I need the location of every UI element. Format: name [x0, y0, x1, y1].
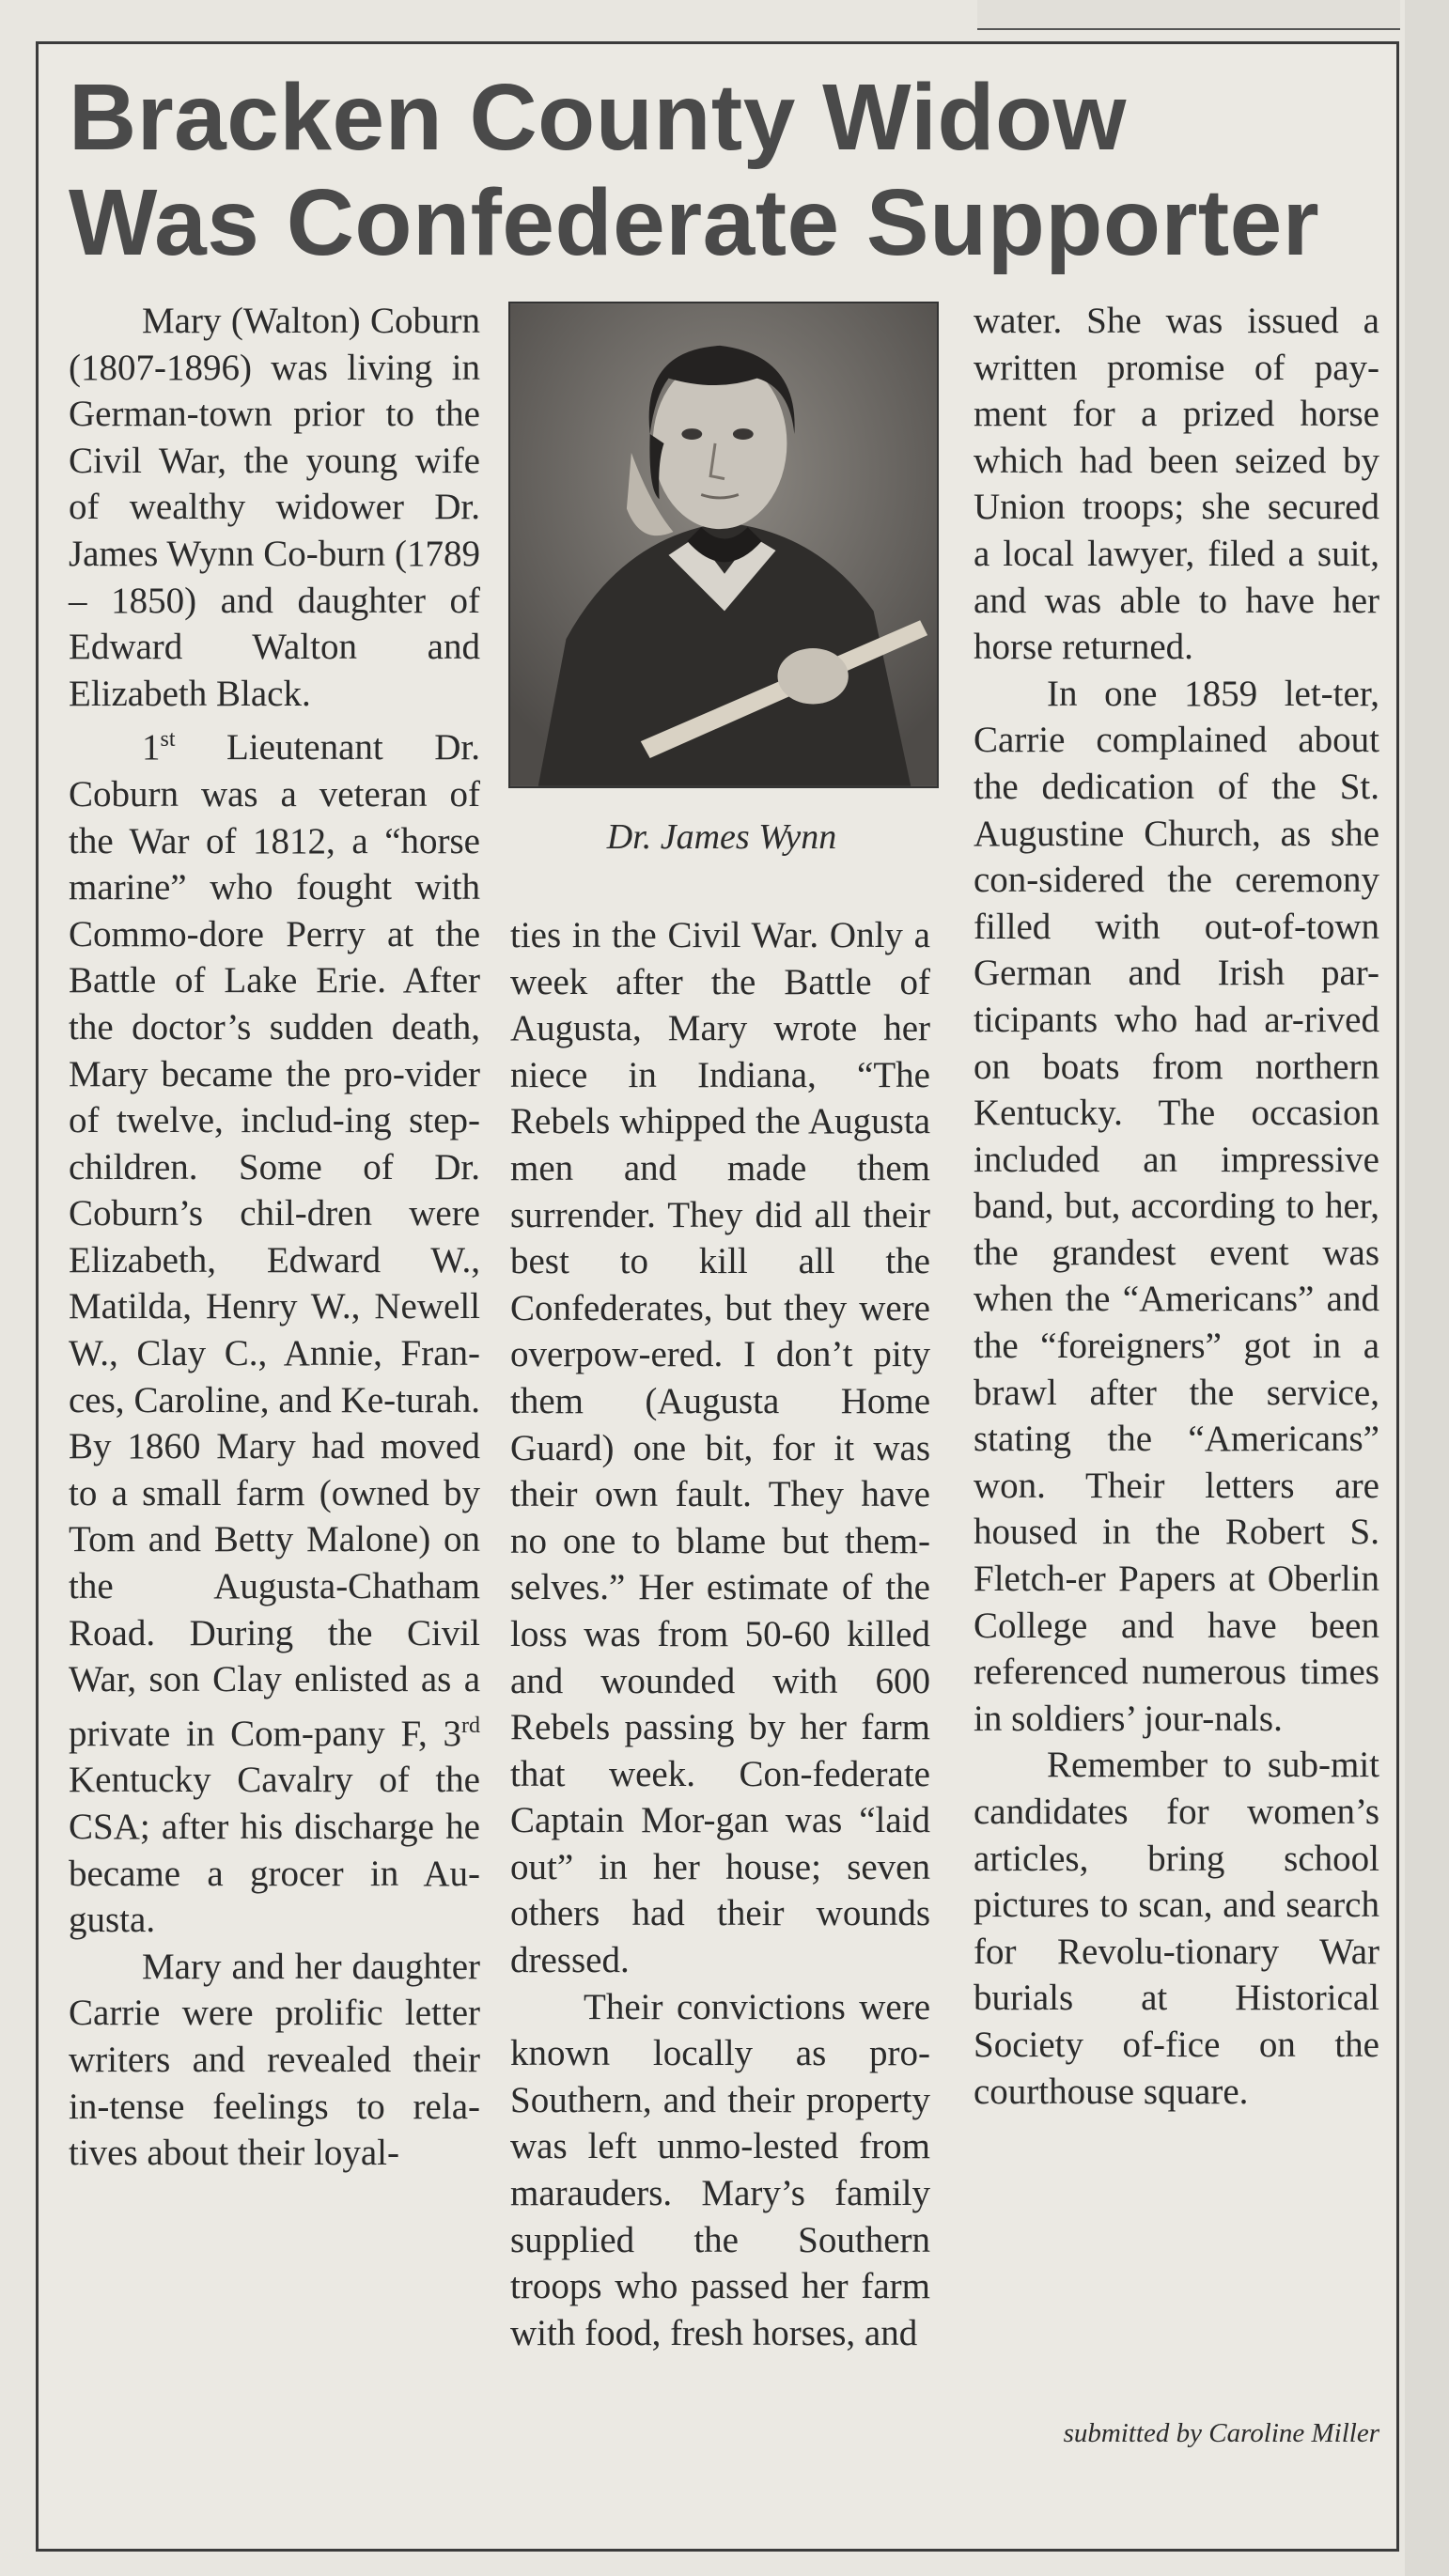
paragraph: Mary and her daughter Carrie were prolific letter writers and revealed their in-tense feelings to rela-tives about their loyal- [69, 1946, 480, 2174]
paragraph: In one 1859 let-ter, Carrie complained about the dedication of the St. Augustine Church, as she con-sidered the ceremony filled with out-of-town German and Irish par-ticipants who had ar-rived on boats from northern Kentucky. The occasion included an impressive band, but, according to her, the grandest event was when the “Americans” and the “foreigners” got in a brawl after the service, stating the “Americans” won. Their letters are housed in the Robert S. Fletch-er Papers at Oberlin College and have been referenced numerous times in soldiers’ jour-nals. [974, 673, 1379, 1739]
paragraph: Mary (Walton) Coburn (1807-1896) was living in German-town prior to the Civil War, the young wife of wealthy widower Dr. James Wynn Co-burn (1789 – 1850) and daughter of Edward Walton and Elizabeth Black. [69, 301, 480, 714]
portrait-image [510, 303, 937, 786]
column-1 [69, 298, 480, 2177]
adjacent-article-edge [977, 0, 1400, 30]
photo-caption: Dr. James Wynn [606, 817, 837, 857]
paragraph: 1st Lieutenant Dr. Coburn was a veteran of the War of 1812, a “horse marine” who fought with Commo-dore Perry at the Battle of Lake Erie. After the doctor’s sudden death, Mary became the pro-vider of twelve, includ-ing step-children. Some of Dr. Coburn’s chil-dren were Elizabeth, Edward W., Matilda, Henry W., Newell W., Clay C., Annie, Fran-ces, Caroline, and Ke-turah. By 1860 Mary had moved to a small farm (owned by Tom and Betty Malone) on the Augusta-Chatham Road. During the Civil War, son Clay enlisted as a private in Com-pany F, 3rd Kentucky Cavalry of the CSA; after his discharge he became a grocer in Au-gusta. [69, 727, 480, 1941]
headline-line-1: Bracken County Widow [69, 65, 1127, 170]
column-3 [974, 298, 1379, 2115]
column-2 [510, 912, 930, 2356]
adjacent-page-edge [1405, 0, 1449, 2576]
paragraph: ties in the Civil War. Only a week after the Battle of Augusta, Mary wrote her niece in Indiana, “The Rebels whipped the Augusta men and made them surrender. They did all their best to kill all the Confederates, but they were overpow-ered. I don’t pity them (Augusta Home Guard) one bit, for it was their own fault. They have no one to blame but them-selves.” Her estimate of the loss was from 50-60 killed and wounded with 600 Rebels passing by her farm that week. Con-federate Captain Mor-gan was “laid out” in her house; seven others had their wounds dressed. [510, 915, 930, 1981]
paragraph: Their convictions were known locally as pro-Southern, and their property was left unmo-lested from marauders. Mary’s family supplied the Southern troops who passed her farm with food, fresh horses, and [510, 1986, 930, 2353]
paragraph: water. She was issued a written promise of pay-ment for a prized horse which had been seized by Union troops; she secured a local lawyer, filed a suit, and was able to have her horse returned. [974, 301, 1379, 668]
headline [69, 65, 1384, 275]
portrait-photo [508, 302, 939, 788]
paragraph: Remember to sub-mit candidates for women’s articles, bring school pictures to scan, and search for Revolu-tionary War burials at Historical Society of-fice on the courthouse square. [974, 1745, 1379, 2112]
byline: submitted by Caroline Miller [1063, 2418, 1379, 2448]
headline-line-2: Was Confederate Supporter [69, 170, 1320, 275]
article-box [36, 41, 1399, 2552]
